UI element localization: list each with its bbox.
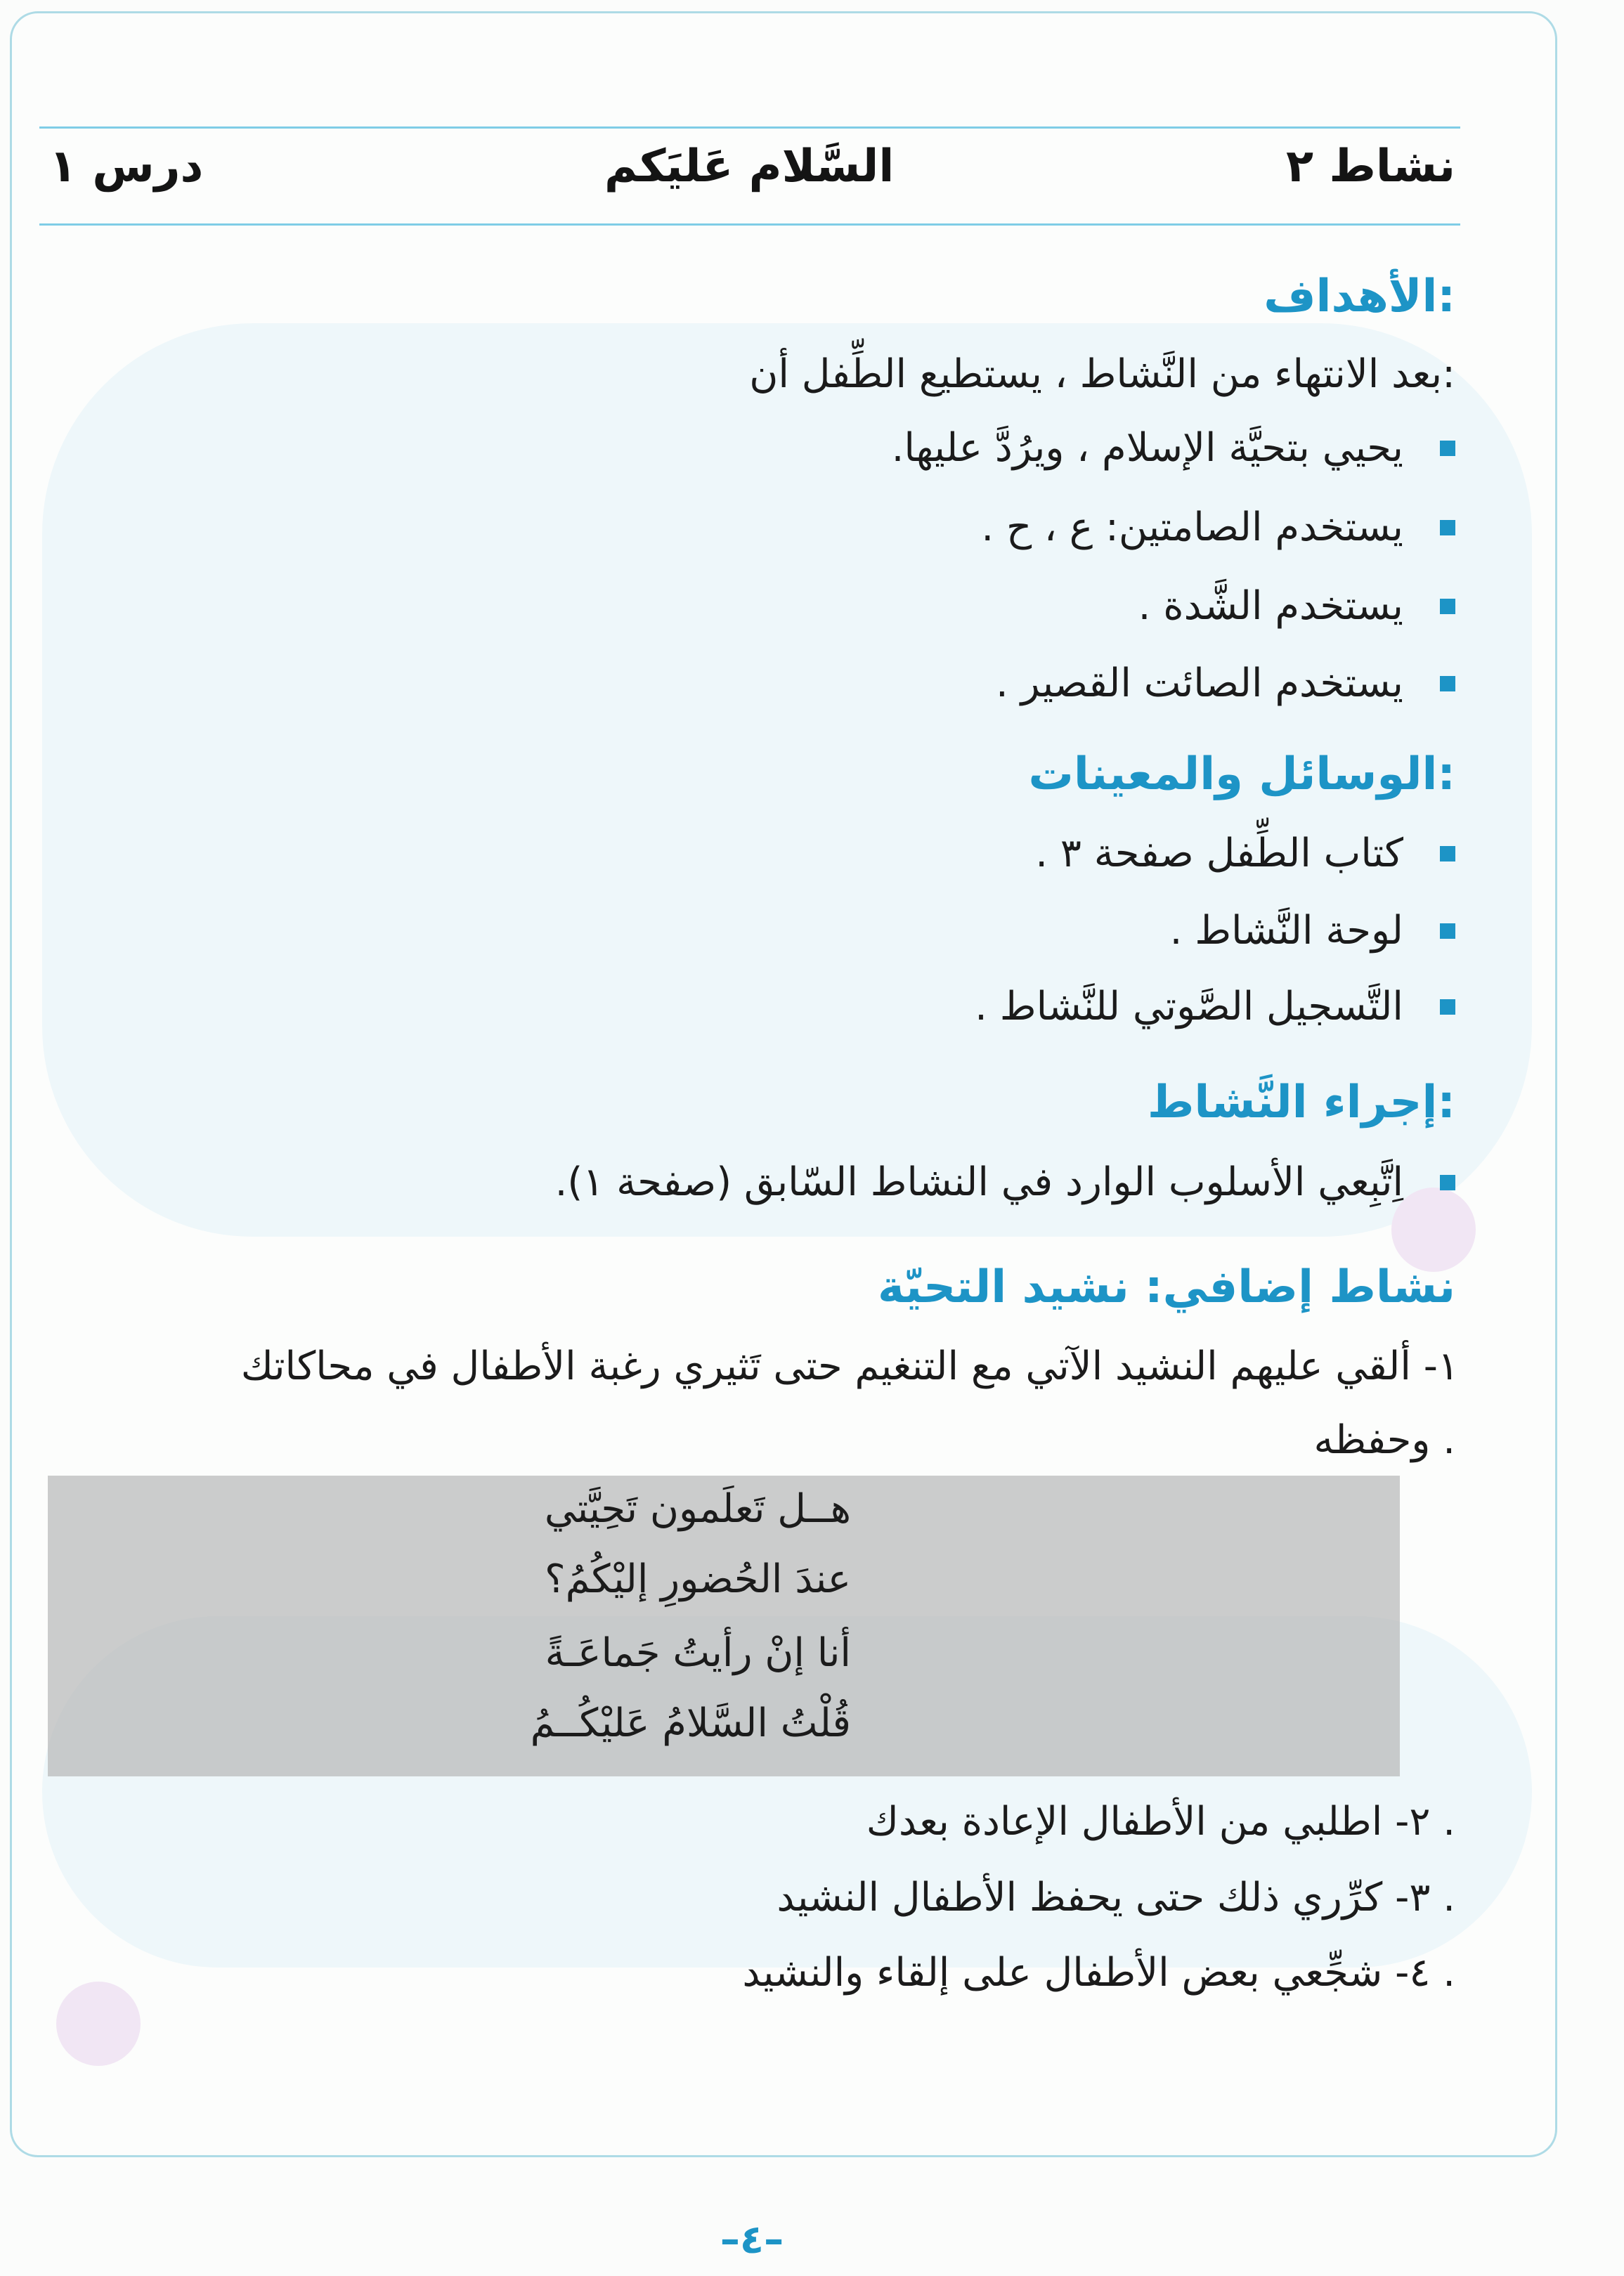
resource-item: لوحة النَّشاط . [1170, 908, 1455, 954]
objectives-heading: الأهداف: [1264, 271, 1455, 323]
objectives-intro: بعد الانتهاء من النَّشاط ، يستطيع الطِّفل أن: [749, 351, 1455, 397]
poem-line: هــل تَعلَمون تَحِيَّتي [544, 1486, 851, 1532]
step-1-line-1: ١- ألقي عليهم النشيد الآتي مع التنغيم حتى تَثيري رغبة الأطفال في محاكاتك [240, 1344, 1459, 1389]
step-4: ٤- شجِّعي بعض الأطفال على إلقاء والنشيد . [742, 1950, 1455, 1996]
page-number: –٤– [720, 2217, 784, 2263]
bullet-icon [1440, 520, 1455, 535]
resource-item: التَّسجيل الصَّوتي للنَّشاط . [975, 984, 1455, 1029]
objective-item: يستخدم الشَّدة . [1138, 583, 1455, 629]
step-1-line-2: وحفظه . [1313, 1417, 1455, 1463]
bullet-icon [1440, 923, 1455, 939]
header-bottom-rule [39, 223, 1460, 226]
extra-activity-heading: نشاط إضافي: نشيد التحيّة [878, 1261, 1455, 1313]
bullet-icon [1440, 846, 1455, 861]
bullet-icon [1440, 441, 1455, 456]
poem-line: عندَ الحُضورِ إليْكُمُ؟ [544, 1556, 851, 1602]
poem-line: قُلْتُ السَّلامُ عَليْكُــمُ [530, 1701, 851, 1746]
resources-heading: الوسائل والمعينات: [1028, 748, 1455, 800]
header-top-rule [39, 126, 1460, 129]
bullet-icon [1440, 1175, 1455, 1190]
bullet-icon [1440, 999, 1455, 1015]
step-3: ٣- كرِّري ذلك حتى يحفظ الأطفال النشيد . [777, 1875, 1455, 1920]
bullet-icon [1440, 599, 1455, 614]
poem-line: أنا إنْ رأيتُ جَماعَـةً [545, 1630, 851, 1676]
procedure-item: اِتَّبِعي الأسلوب الوارد في النشاط السّابق (صفحة ١). [555, 1159, 1455, 1205]
objective-item: يستخدم الصامتين: ع ، ح . [981, 505, 1455, 550]
objective-item: يستخدم الصائت القصير . [996, 661, 1455, 706]
objective-item: يحيي بتحيَّة الإسلام ، ويرُدَّ عليها. [892, 425, 1455, 471]
lesson-label: درس ١ [49, 141, 204, 193]
page-title: السَّلام عَليَكم [604, 141, 895, 193]
step-2: ٢- اطلبي من الأطفال الإعادة بعدك . [866, 1799, 1455, 1845]
procedure-heading: إجراء النَّشاط: [1147, 1077, 1455, 1129]
bullet-icon [1440, 676, 1455, 691]
resource-item: كتاب الطِّفل صفحة ٣ . [1035, 831, 1455, 876]
background-dot [56, 1982, 141, 2066]
activity-label: نشاط ٢ [1286, 141, 1455, 193]
